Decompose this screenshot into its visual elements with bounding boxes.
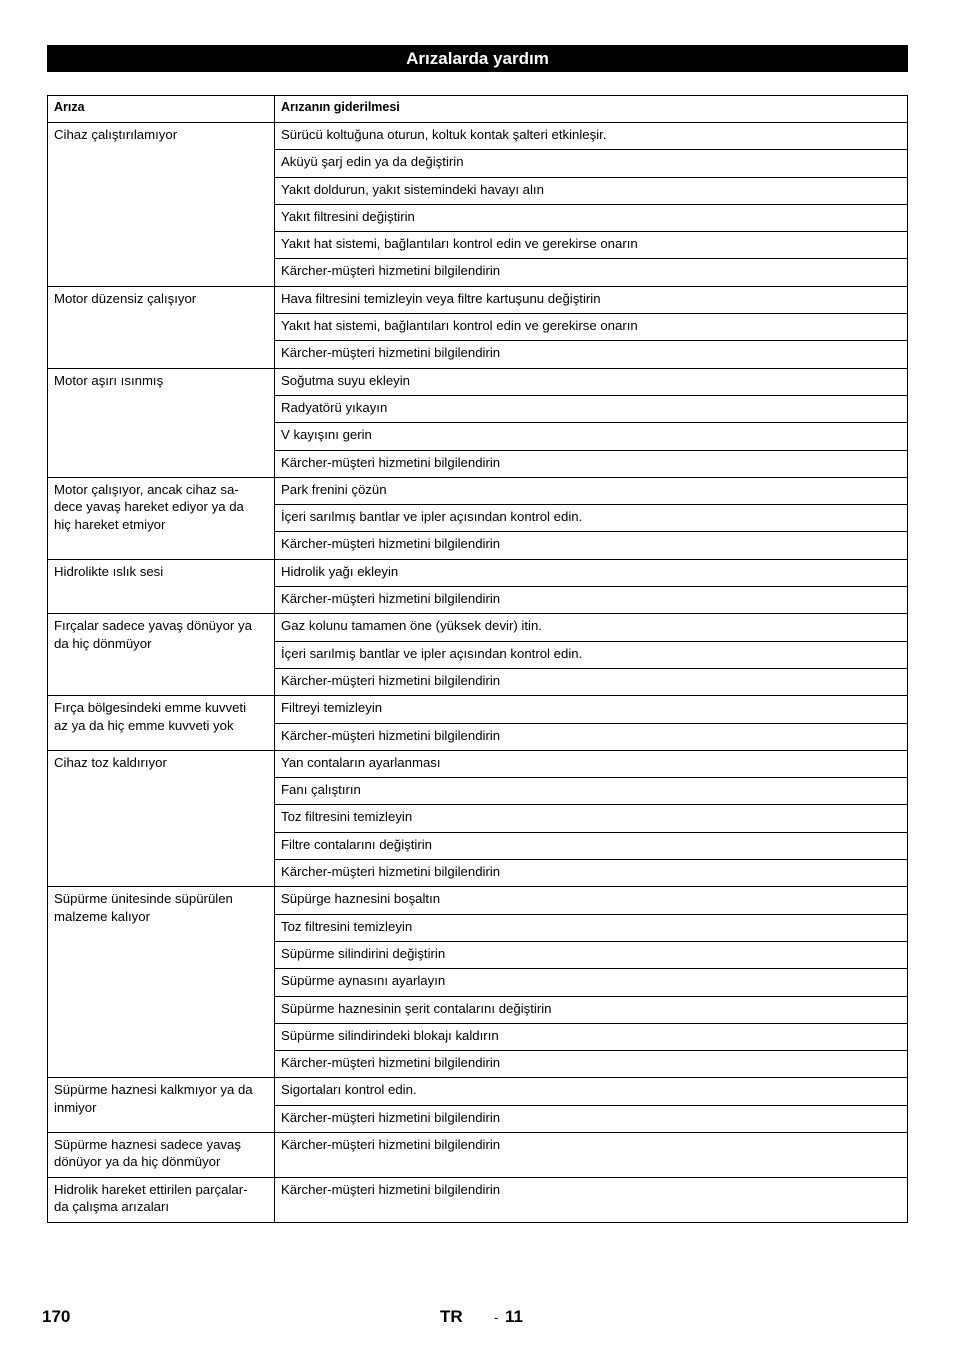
fault-cell: Cihaz çalıştırılamıyor [48,123,275,287]
fault-cell: Süpürme haznesi kalkmıyor ya da inmiyor [48,1078,275,1133]
remedy-cell: Kärcher-müşteri hizmetini bilgilendirin [275,259,908,286]
remedy-cell: Kärcher-müşteri hizmetini bilgilendirin [275,587,908,614]
section-number: 11 [505,1307,523,1326]
table-row [48,477,908,504]
troubleshooting-table [47,95,908,1223]
remedy-cell: Yakıt hat sistemi, bağlantıları kontrol edin ve gerekirse onarın [275,314,908,341]
table-row [48,750,908,777]
table-row [48,887,908,914]
remedy-cell: Sürücü koltuğuna oturun, koltuk kontak şalteri etkinleşir. [275,123,908,150]
remedy-cell: Kärcher-müşteri hizmetini bilgilendirin [275,860,908,887]
fault-cell: Hidrolik hareket ettirilen parçalar- da çalışma arızaları [48,1177,275,1222]
table-row [48,286,908,313]
remedy-cell: Park frenini çözün [275,477,908,504]
fault-cell: Cihaz toz kaldırıyor [48,750,275,886]
table-row [48,1078,908,1105]
column-header-fault: Arıza [48,96,275,123]
fault-cell: Motor aşırı ısınmış [48,368,275,477]
remedy-cell: Aküyü şarj edin ya da değiştirin [275,150,908,177]
table-row [48,1177,908,1222]
table-row [48,559,908,586]
table-row [48,1132,908,1177]
remedy-cell: Kärcher-müşteri hizmetini bilgilendirin [275,1105,908,1132]
remedy-cell: Soğutma suyu ekleyin [275,368,908,395]
remedy-cell: Radyatörü yıkayın [275,395,908,422]
remedy-cell: Kärcher-müşteri hizmetini bilgilendirin [275,723,908,750]
table-body [48,123,908,1223]
remedy-cell: Hidrolik yağı ekleyin [275,559,908,586]
remedy-cell: Fanı çalıştırın [275,778,908,805]
remedy-cell: Kärcher-müşteri hizmetini bilgilendirin [275,1051,908,1078]
table-row [48,696,908,723]
remedy-cell: Filtreyi temizleyin [275,696,908,723]
fault-cell: Süpürme haznesi sadece yavaş dönüyor ya da hiç dönmüyor [48,1132,275,1177]
remedy-cell: Kärcher-müşteri hizmetini bilgilendirin [275,532,908,559]
remedy-cell: Yakıt doldurun, yakıt sistemindeki havayı alın [275,177,908,204]
footer-dash: - [494,1310,499,1325]
remedy-cell: Süpürme silindirini değiştirin [275,941,908,968]
column-header-remedy: Arızanın giderilmesi [275,96,908,123]
fault-cell: Motor düzensiz çalışıyor [48,286,275,368]
remedy-cell: İçeri sarılmış bantlar ve ipler açısından kontrol edin. [275,505,908,532]
table-row [48,123,908,150]
page-number: 170 [42,1307,71,1326]
remedy-cell: Süpürge haznesini boşaltın [275,887,908,914]
remedy-cell: Süpürme aynasını ayarlayın [275,969,908,996]
fault-cell: Süpürme ünitesinde süpürülen malzeme kalıyor [48,887,275,1078]
fault-cell: Fırçalar sadece yavaş dönüyor ya da hiç dönmüyor [48,614,275,696]
remedy-cell: Kärcher-müşteri hizmetini bilgilendirin [275,450,908,477]
remedy-cell: Kärcher-müşteri hizmetini bilgilendirin [275,1177,908,1222]
section-title: Arızalarda yardım [47,45,908,72]
fault-cell: Hidrolikte ıslık sesi [48,559,275,614]
table-row [48,368,908,395]
remedy-cell: Kärcher-müşteri hizmetini bilgilendirin [275,341,908,368]
remedy-cell: Yan contaların ayarlanması [275,750,908,777]
remedy-cell: V kayışını gerin [275,423,908,450]
remedy-cell: Hava filtresini temizleyin veya filtre kartuşunu değiştirin [275,286,908,313]
remedy-cell: Kärcher-müşteri hizmetini bilgilendirin [275,668,908,695]
remedy-cell: İçeri sarılmış bantlar ve ipler açısından kontrol edin. [275,641,908,668]
remedy-cell: Gaz kolunu tamamen öne (yüksek devir) itin. [275,614,908,641]
remedy-cell: Filtre contalarını değiştirin [275,832,908,859]
fault-cell: Fırça bölgesindeki emme kuvveti az ya da hiç emme kuvveti yok [48,696,275,751]
remedy-cell: Toz filtresini temizleyin [275,914,908,941]
remedy-cell: Yakıt filtresini değiştirin [275,204,908,231]
fault-cell: Motor çalışıyor, ancak cihaz sa- dece yavaş hareket ediyor ya da hiç hareket etmiyor [48,477,275,559]
remedy-cell: Süpürme haznesinin şerit contalarını değiştirin [275,996,908,1023]
remedy-cell: Sigortaları kontrol edin. [275,1078,908,1105]
remedy-cell: Yakıt hat sistemi, bağlantıları kontrol edin ve gerekirse onarın [275,232,908,259]
remedy-cell: Süpürme silindirindeki blokajı kaldırın [275,1023,908,1050]
language-code: TR [440,1307,463,1326]
table-header-row [48,96,908,123]
remedy-cell: Kärcher-müşteri hizmetini bilgilendirin [275,1132,908,1177]
table-row [48,614,908,641]
remedy-cell: Toz filtresini temizleyin [275,805,908,832]
